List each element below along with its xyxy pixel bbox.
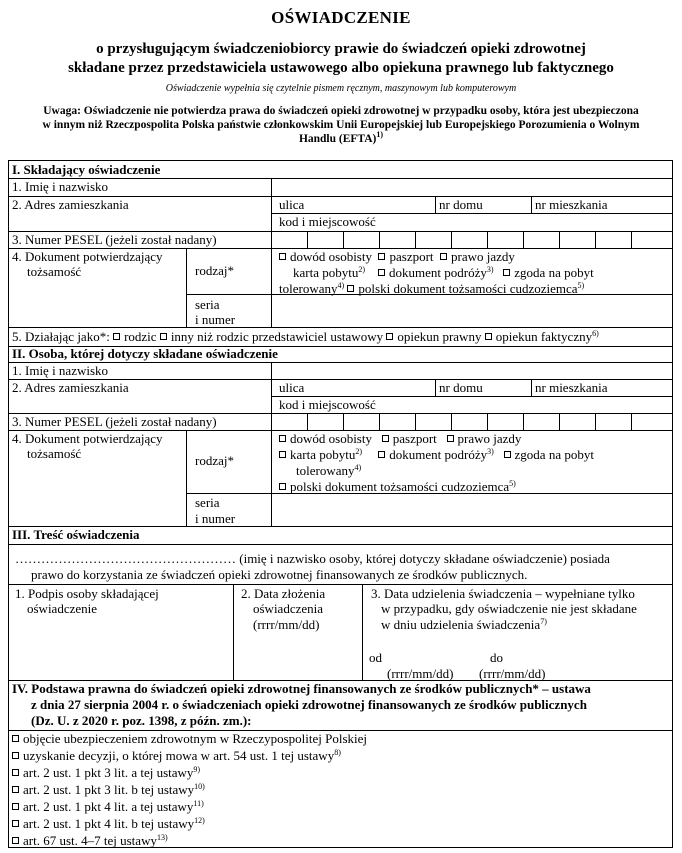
statement-name-blank[interactable]: …………………………………………… <box>15 551 236 566</box>
basis-item[interactable]: objęcie ubezpieczeniem zdrowotnym w Rzeczypospolitej Polskiej <box>12 731 367 746</box>
s1-house-no-label: nr domu <box>439 197 483 212</box>
s1-opt-tolerated-stay[interactable]: zgoda na pobyt <box>503 265 593 280</box>
checkbox-icon <box>378 451 385 458</box>
s1-address-label: 2. Adres zamieszkania <box>12 197 129 212</box>
s1-opt-parent[interactable]: rodzic <box>113 329 156 344</box>
s1-id-doc-label: 4. Dokument potwierdzający <box>12 249 163 264</box>
service-date-label: 3. Data udzielenia świadczenia – wypełniane tylko <box>371 586 635 601</box>
s2-opt-residence-card[interactable]: karta pobytu$^{2)}$ <box>279 447 362 462</box>
s2-house-no-label: nr domu <box>439 380 483 395</box>
form-subtitle <box>0 40 682 78</box>
s2-address-label: 2. Adres zamieszkania <box>12 380 129 395</box>
checkbox-icon <box>279 253 286 260</box>
statement-line-1: …………………………………………… (imię i nazwisko osoby, której dotyczy składane oświadczenie) posiada <box>15 551 610 566</box>
checkbox-icon <box>382 435 389 442</box>
checkbox-icon <box>378 253 385 260</box>
s1-doc-options-line1 <box>279 249 515 264</box>
subtitle-line-1: o przysługującym świadczeniobiorcy prawie do świadczeń opieki zdrowotnej <box>96 41 586 57</box>
s1-series-number-field[interactable] <box>271 295 672 327</box>
s2-doc-options-line2 <box>279 447 594 462</box>
s1-opt-travel-doc[interactable]: dokument podróży$^{3)}$ <box>378 265 494 280</box>
s2-doc-type-label: rodzaj* <box>195 453 234 468</box>
s2-name-field[interactable] <box>271 363 672 379</box>
s1-opt-residence-card[interactable]: karta pobytu$^{2)}$ <box>293 265 366 280</box>
s1-opt-other-representative[interactable]: inny niż rodzic przedstawiciel ustawowy <box>160 329 383 344</box>
s2-doc-options-line1 <box>279 431 521 446</box>
s1-doc-options-line3: tolerowany$^{4)}$ polski dokument tożsamości cudzoziemca$^{5)}$ <box>279 281 585 296</box>
checkbox-icon <box>504 451 511 458</box>
section-1-title: I. Składający oświadczenie <box>12 162 161 177</box>
date-from-format[interactable]: (rrrr/mm/dd) <box>387 666 454 681</box>
fill-instruction: Oświadczenie wypełnia się czytelnie pismem ręcznym, maszynowym lub komputerowym <box>165 83 517 94</box>
checkbox-icon <box>12 837 19 844</box>
s2-opt-travel-doc[interactable]: dokument podróży$^{3)}$ <box>378 447 494 462</box>
s1-series-number-label: seria <box>195 297 220 312</box>
checkbox-icon <box>12 752 19 759</box>
s1-pesel-label: 3. Numer PESEL (jeżeli został nadany) <box>12 232 217 247</box>
s1-opt-id-card[interactable]: dowód osobisty <box>279 249 372 264</box>
s1-name-label: 1. Imię i nazwisko <box>12 179 109 194</box>
submission-date-field[interactable] <box>234 633 362 680</box>
basis-item[interactable]: art. 2 ust. 1 pkt 4 lit. b tej ustawy$^{12)}$ <box>12 816 205 831</box>
checkbox-icon <box>378 269 385 276</box>
signature-label: 1. Podpis osoby składającej <box>15 586 159 601</box>
date-from-label: od <box>369 650 382 665</box>
checkbox-icon <box>12 820 19 827</box>
checkbox-icon <box>347 285 354 292</box>
s2-opt-foreigner-id[interactable]: polski dokument tożsamości cudzoziemca$^{5)}$ <box>279 479 516 494</box>
s1-opt-driving-license[interactable]: prawo jazdy <box>440 249 515 264</box>
checkbox-icon <box>279 451 286 458</box>
section-4-title-line-2: z dnia 27 sierpnia 2004 r. o świadczeniach opieki zdrowotnej finansowanych ze środków publicznych <box>31 697 587 712</box>
s2-pesel-field[interactable] <box>271 414 672 430</box>
s2-opt-driving-license[interactable]: prawo jazdy <box>447 431 522 446</box>
s1-doc-type-label: rodzaj* <box>195 263 234 278</box>
checkbox-icon <box>440 253 447 260</box>
checkbox-icon <box>12 735 19 742</box>
basis-item[interactable]: art. 2 ust. 1 pkt 4 lit. a tej ustawy$^{11)}$ <box>12 799 204 814</box>
form-title: OŚWIADCZENIE <box>271 8 411 27</box>
basis-item[interactable]: uzyskanie decyzji, o której mowa w art. 54 ust. 1 tej ustawy$^{8)}$ <box>12 748 341 763</box>
subtitle-line-2: składane przez przedstawiciela ustawowego albo opiekuna prawnego lub faktycznego <box>68 60 614 76</box>
checkbox-icon <box>447 435 454 442</box>
s1-street-label: ulica <box>279 197 305 212</box>
statement-line-2: prawo do korzystania ze świadczeń opieki zdrowotnej finansowanych ze środków publicznych. <box>31 567 528 582</box>
s2-name-label: 1. Imię i nazwisko <box>12 363 109 378</box>
s2-pesel-label: 3. Numer PESEL (jeżeli został nadany) <box>12 414 217 429</box>
date-to-label: do <box>490 650 503 665</box>
s1-pesel-field[interactable] <box>271 232 672 248</box>
checkbox-icon <box>279 483 286 490</box>
warning-note: Uwaga: Oświadczenie nie potwierdza prawa do świadczeń opieki zdrowotnej w przypadku osoby, która jest ubezpieczona w innym niż Rzeczpospolita Polska państwie członkowskim Unii Europejskiej lub Europejskiego Porozumienia o Wolnym Handlu (EFTA)$^{1)}$ <box>42 105 640 145</box>
s2-doc-options-line4 <box>279 479 516 494</box>
section-4-title-line-3: (Dz. U. z 2020 r. poz. 1398, z późn. zm.): <box>31 713 252 728</box>
signature-field[interactable] <box>9 617 233 680</box>
checkbox-icon <box>485 333 492 340</box>
s1-opt-foreigner-id[interactable]: polski dokument tożsamości cudzoziemca$^{5)}$ <box>347 281 584 296</box>
s1-opt-actual-guardian[interactable]: opiekun faktyczny$^{6)}$ <box>485 329 599 344</box>
submission-date-label: 2. Data złożenia <box>241 586 326 601</box>
declaration-form: I. Składający oświadczenie 1. Imię i nazwisko 2. Adres zamieszkania ulica nr domu nr mieszkania kod i miejscowość 3. Numer PESEL (jeżeli został nadany) 4. Dokument potwierdzający tożsamość rodzaj* dowód osobisty paszport prawo jazdy karta pobytu$^{2)}$ dokument podróży$^{3)}$ zgoda na pobyt tolerowany$^{4)}$ polski dokument tożsamości cudzoziemca$^{5)}$ seria i numer 5. Działając jako*: rodzic inny niż rodzic przedstawiciel ustawowy opiekun prawny opiekun faktyczny$^{6)}$ II. Osoba, której dotyczy składane oświadczenie 1. Imię i nazwisko 2. Adres zamieszkania ulica nr domu nr mieszkania kod i miejscowość 3. Numer PESEL (jeżeli został nadany) 4. Dokument potwierdzający tożsamość rodzaj* dowód osobisty paszport prawo jazdy karta pobytu$^{2)}$ dokument podróży$^{3)}$ zgoda na pobyt tolerowany$^{4)}$ polski dokument tożsamości cudzoziemca$^{5)}$ seria i numer III. Treść oświadczenia …………………………………………… (imię i nazwisko osoby, której dotyczy składane oświadczenie) posiada prawo do korzystania ze świadczeń opieki zdrowotnej finansowanych ze środków publicznych. 1. Podpis osoby składającej oświadczenie 2. Data złożenia oświadczenia (rrrr/mm/dd) 3. Data udzielenia świadczenia – wypełniane tylko w przypadku, gdy oświadczenie nie jest składane w dniu udzielenia świadczenia$^{7)}$ od do (rrrr/mm/dd) (rrrr/mm/dd) IV. Podstawa prawna do świadczeń opieki zdrowotnej finansowanych ze środków publicznych* – ustawa z dnia 27 sierpnia 2004 r. o świadczeniach opieki zdrowotnej finansowanych ze środków publicznych (Dz. U. z 2020 r. poz. 1398, z późn. zm.): objęcie ubezpieczeniem zdrowotnym w Rzeczypospolitej Polskiej uzyskanie decyzji, o której mowa w art. 54 ust. 1 tej ustawy$^{8)}$ art. 2 ust. 1 pkt 3 lit. a tej ustawy$^{9)}$ art. 2 ust. 1 pkt 3 lit. b tej ustawy$^{10)}$ art. 2 ust. 1 pkt 4 lit. a tej ustawy$^{11)}$ art. 2 ust. 1 pkt 4 lit. b tej ustawy$^{12)}$ art. 67 ust. 4–7 tej ustawy$^{13)}$ <box>8 160 673 848</box>
basis-item[interactable]: art. 67 ust. 4–7 tej ustawy$^{13)}$ <box>12 833 168 848</box>
section-3-title: III. Treść oświadczenia <box>12 527 140 542</box>
s1-opt-legal-guardian[interactable]: opiekun prawny <box>386 329 481 344</box>
s1-acting-as-row: 5. Działając jako*: rodzic inny niż rodzic przedstawiciel ustawowy opiekun prawny opiekun faktyczny$^{6)}$ <box>12 329 599 344</box>
checkbox-icon <box>279 435 286 442</box>
s2-opt-passport[interactable]: paszport <box>382 431 437 446</box>
s1-apartment-no-label: nr mieszkania <box>535 197 608 212</box>
checkbox-icon <box>12 786 19 793</box>
s2-opt-tolerated-stay[interactable]: zgoda na pobyt <box>504 447 594 462</box>
s2-series-number-label: seria <box>195 495 220 510</box>
s2-street-label: ulica <box>279 380 305 395</box>
section-4-title-line-1: IV. Podstawa prawna do świadczeń opieki zdrowotnej finansowanych ze środków publicznych* – ustawa <box>12 681 591 696</box>
s2-apartment-no-label: nr mieszkania <box>535 380 608 395</box>
s1-name-field[interactable] <box>271 179 672 196</box>
checkbox-icon <box>12 769 19 776</box>
section-2-title: II. Osoba, której dotyczy składane oświadczenie <box>12 346 278 361</box>
checkbox-icon <box>160 333 167 340</box>
s1-postcode-city-label: kod i miejscowość <box>279 214 376 229</box>
s2-opt-id-card[interactable]: dowód osobisty <box>279 431 372 446</box>
s1-doc-options-line2 <box>293 265 594 280</box>
basis-item[interactable]: art. 2 ust. 1 pkt 3 lit. a tej ustawy$^{9)}$ <box>12 765 200 780</box>
s1-opt-passport[interactable]: paszport <box>378 249 433 264</box>
s2-series-number-field[interactable] <box>271 494 672 526</box>
s2-id-doc-label: 4. Dokument potwierdzający <box>12 431 163 446</box>
s2-postcode-city-label: kod i miejscowość <box>279 397 376 412</box>
checkbox-icon <box>113 333 120 340</box>
date-to-format[interactable]: (rrrr/mm/dd) <box>479 666 546 681</box>
checkbox-icon <box>386 333 393 340</box>
checkbox-icon <box>503 269 510 276</box>
basis-item[interactable]: art. 2 ust. 1 pkt 3 lit. b tej ustawy$^{10)}$ <box>12 782 205 797</box>
checkbox-icon <box>12 803 19 810</box>
